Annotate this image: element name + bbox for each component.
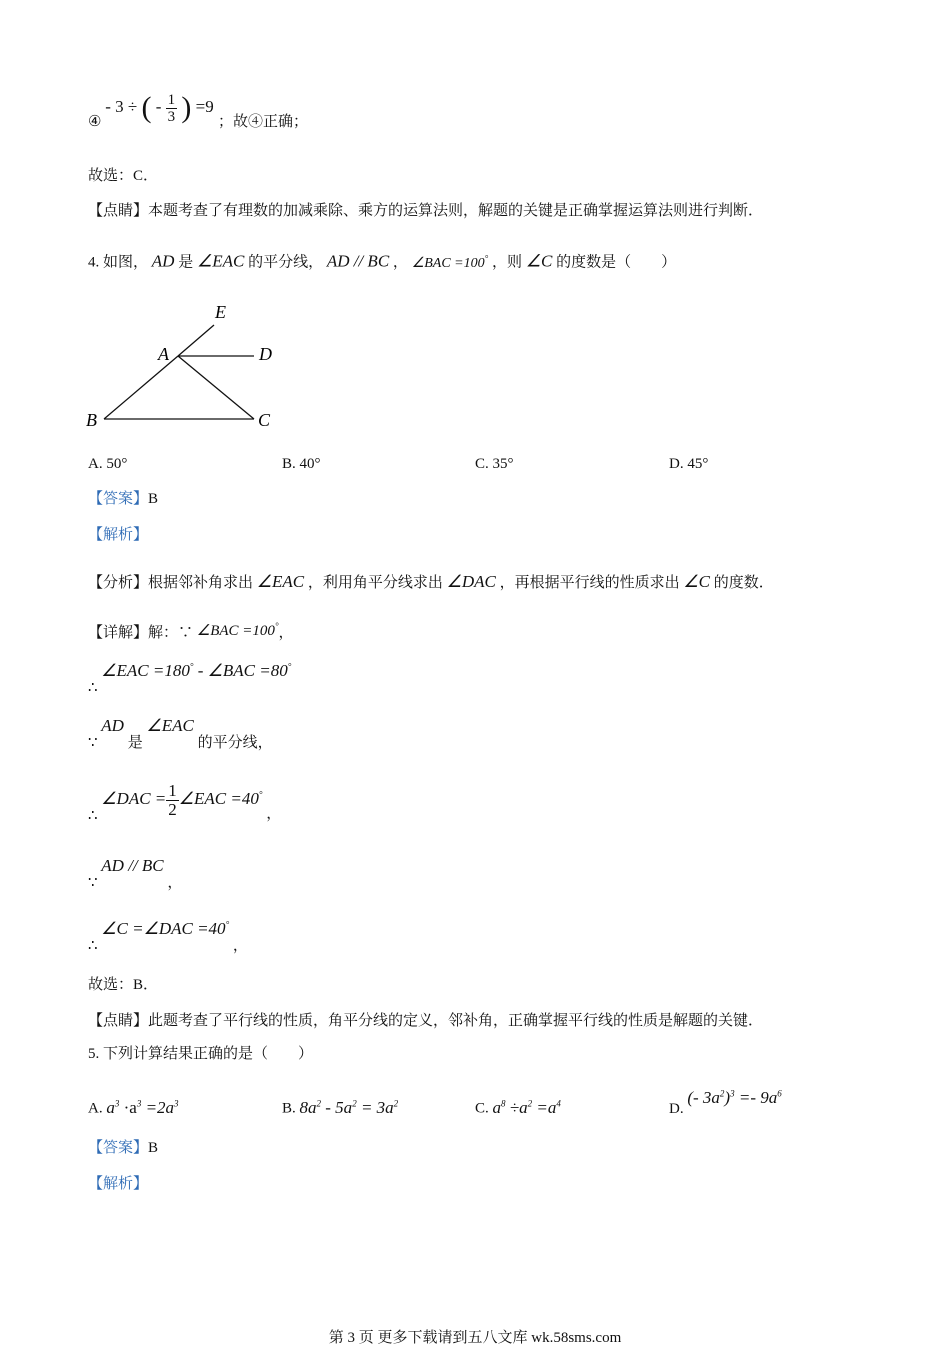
q4-option-d: D. 45° [669, 456, 709, 472]
math-eac: ∠EAC [256, 572, 305, 591]
label-b: B [86, 410, 97, 430]
q4-fenxi: 【分析】根据邻补角求出 ∠EAC ，利用角平分线求出 ∠DAC ，再根据平行线的性质求出 ∠C 的度数． [88, 572, 774, 591]
prev-answer: 故选：C． [88, 168, 159, 184]
step-2: ∵ AD 是 ∠EAC 的平分线， [88, 716, 273, 751]
q4-option-a: A. 50° [88, 456, 128, 472]
item4-expr: - 3 ÷ ( - $\frac{1}{3}$ ) =9 [105, 91, 214, 125]
item4-tail: ；故④正确； [217, 114, 308, 131]
math-dac: ∠DAC [446, 572, 496, 591]
math-step-3: ∠DAC = $\frac{1}{2}$ ∠EAC =40° [101, 781, 263, 819]
q4-answer [88, 489, 158, 509]
geometry-figure [84, 298, 294, 438]
item4-line [88, 91, 308, 131]
step-4: ∵ AD // BC ， [88, 856, 183, 891]
q5-option-d: D. (- $3a^2)^3 =- 9a^6$ [669, 1087, 782, 1117]
label-d: D [259, 344, 272, 364]
math-step-5: ∠C =∠DAC =40° [101, 918, 230, 938]
label-c: C [258, 410, 271, 430]
q4-option-c: C. 35° [475, 456, 514, 472]
comment-tag: 【点睛】 [88, 203, 149, 219]
q4-comment: 【点睛】此题考查了平行线的性质，角平分线的定义，邻补角，正确掌握平行线的性质是解题的关键． [88, 1013, 764, 1029]
label-e: E [215, 302, 226, 322]
question-5: 5. 下列计算结果正确的是（ ） [88, 1046, 314, 1062]
answer-value: B [148, 491, 159, 507]
fraction-one-third: $\frac{1}{3}$ [167, 92, 176, 125]
q5-option-a: A. $a^3 \cdot a^3 =2a^3$ [88, 1097, 179, 1117]
q4-analysis-tag: 【解析】 [88, 527, 149, 543]
q5-answer: 【答案】B [88, 1140, 159, 1156]
answer-tag: 【答案】 [88, 491, 149, 507]
q4-detail: 【详解】解：∵ ∠BAC =100°， [88, 621, 294, 641]
math-c: ∠C [683, 572, 711, 591]
step-1: ∴ ∠EAC =180° - ∠BAC =80° [88, 660, 292, 696]
question-4: 4. 如图， AD 是 ∠EAC 的平分线， AD // BC ， ∠BAC =100° ，则 ∠C 的度数是（ ） [88, 251, 677, 271]
math-angle-c: ∠C [525, 251, 553, 271]
segment-ac [178, 356, 254, 419]
q4-option-b: B. 40° [282, 456, 321, 472]
math-step-1: ∠EAC =180° - ∠BAC =80° [101, 660, 292, 680]
page-footer: 第 3 页 更多下载请到五八文库 wk.58sms.com [328, 1330, 622, 1346]
segment-ab [104, 356, 178, 419]
prev-comment [88, 201, 763, 221]
q5-option-b: B. $8a^2 - 5a^2 = 3a^2$ [282, 1097, 399, 1117]
ray-ae [178, 325, 214, 356]
math-ad: AD [151, 251, 175, 271]
circle-number: ④ [88, 114, 102, 131]
comment-text: 本题考查了有理数的加减乘除、乘方的运算法则，解题的关键是正确掌握运算法则进行判断． [148, 203, 764, 219]
q4-final: 故选：B． [88, 977, 159, 993]
q5-analysis-tag: 【解析】 [88, 1176, 149, 1192]
step-5: ∴ ∠C =∠DAC =40° ， [88, 918, 248, 954]
math-angle-eac: ∠EAC [196, 251, 245, 271]
step-3: ∴ ∠DAC = $\frac{1}{2}$ ∠EAC =40° ， [88, 781, 282, 825]
math-given: ∠BAC =100° [411, 253, 489, 271]
math-parallel: AD // BC [326, 251, 390, 271]
label-a: A [158, 344, 169, 364]
q5-option-c: C. $a^8 \div a^2 =a^4$ [475, 1097, 561, 1117]
math-bac: ∠BAC =100° [196, 621, 279, 639]
